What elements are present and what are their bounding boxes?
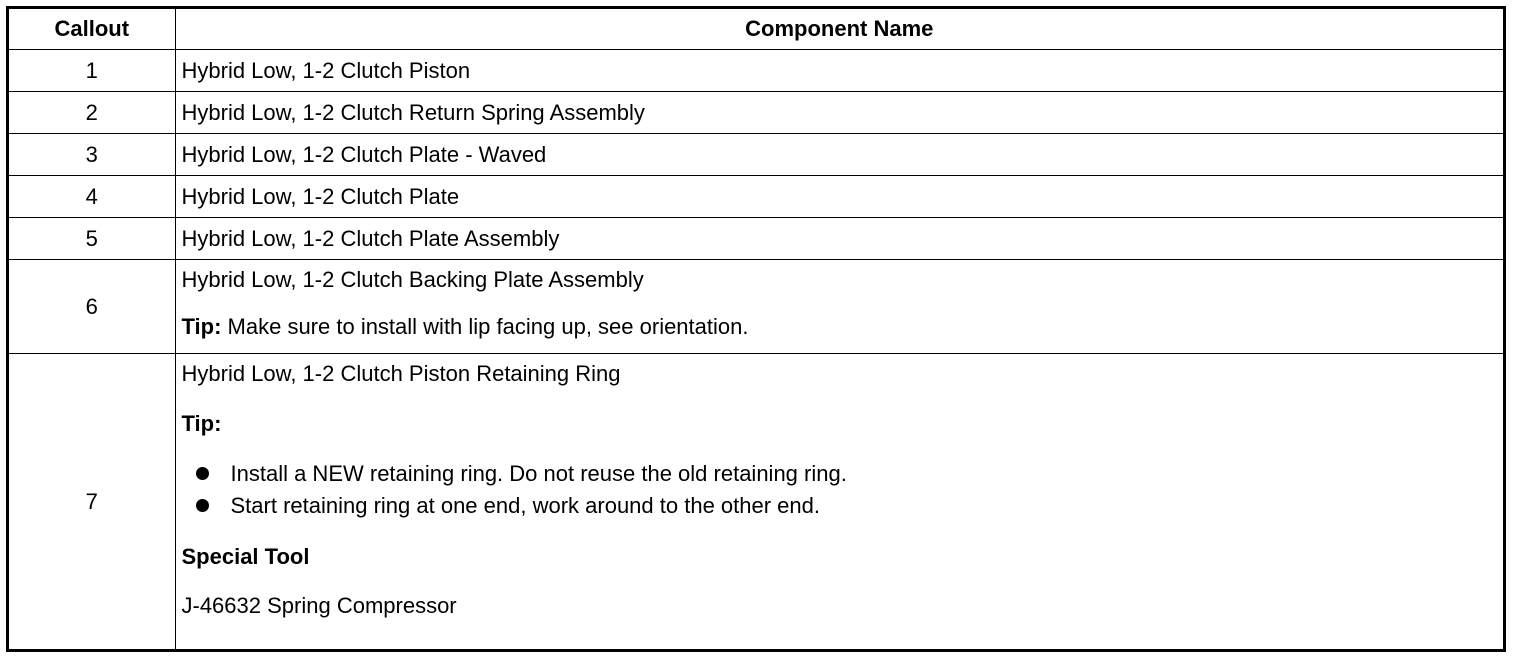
bullet-text: Install a NEW retaining ring. Do not reuse the old retaining ring. [230,461,847,487]
header-row [9,9,1503,50]
component-name: Hybrid Low, 1-2 Clutch Backing Plate Assembly [181,267,644,292]
tip-label: Tip: [181,314,222,340]
callout-table [9,9,1503,649]
component-name: Hybrid Low, 1-2 Clutch Plate - Waved [175,134,1503,176]
bullet-icon [196,499,209,512]
table-row [9,92,1503,134]
component-name: Hybrid Low, 1-2 Clutch Plate [175,176,1503,218]
component-table [6,6,1506,652]
table-row [9,260,1503,354]
table-row [9,134,1503,176]
callout-number: 3 [9,134,175,176]
callout-number: 7 [9,354,175,649]
special-tool-name: J-46632 Spring Compressor [181,593,457,619]
callout-number: 4 [9,176,175,218]
component-name: Hybrid Low, 1-2 Clutch Plate Assembly [175,218,1503,260]
component-name: Hybrid Low, 1-2 Clutch Piston [175,50,1503,92]
tip-text: Make sure to install with lip facing up, see orientation. [221,314,749,340]
component-cell [175,260,1503,354]
callout-number: 1 [9,50,175,92]
bullet-icon [196,467,209,480]
component-name: Hybrid Low, 1-2 Clutch Return Spring Assembly [175,92,1503,134]
table-row [9,354,1503,649]
tip-label: Tip: [181,410,222,436]
bullet-text: Start retaining ring at one end, work around to the other end. [230,493,820,519]
special-tool-label: Special Tool [181,543,310,569]
component-name: Hybrid Low, 1-2 Clutch Piston Retaining Ring [181,361,621,387]
component-cell [175,354,1503,649]
tip-note [182,314,1498,339]
header-callout: Callout [9,9,175,50]
table-row [9,50,1503,92]
tip-bullet-list [182,458,1498,522]
header-component-name: Component Name [175,9,1503,50]
list-item [196,458,1498,490]
table-row [9,218,1503,260]
table-row [9,176,1503,218]
list-item [196,490,1498,522]
callout-number: 5 [9,218,175,260]
callout-number: 6 [9,260,175,354]
callout-number: 2 [9,92,175,134]
